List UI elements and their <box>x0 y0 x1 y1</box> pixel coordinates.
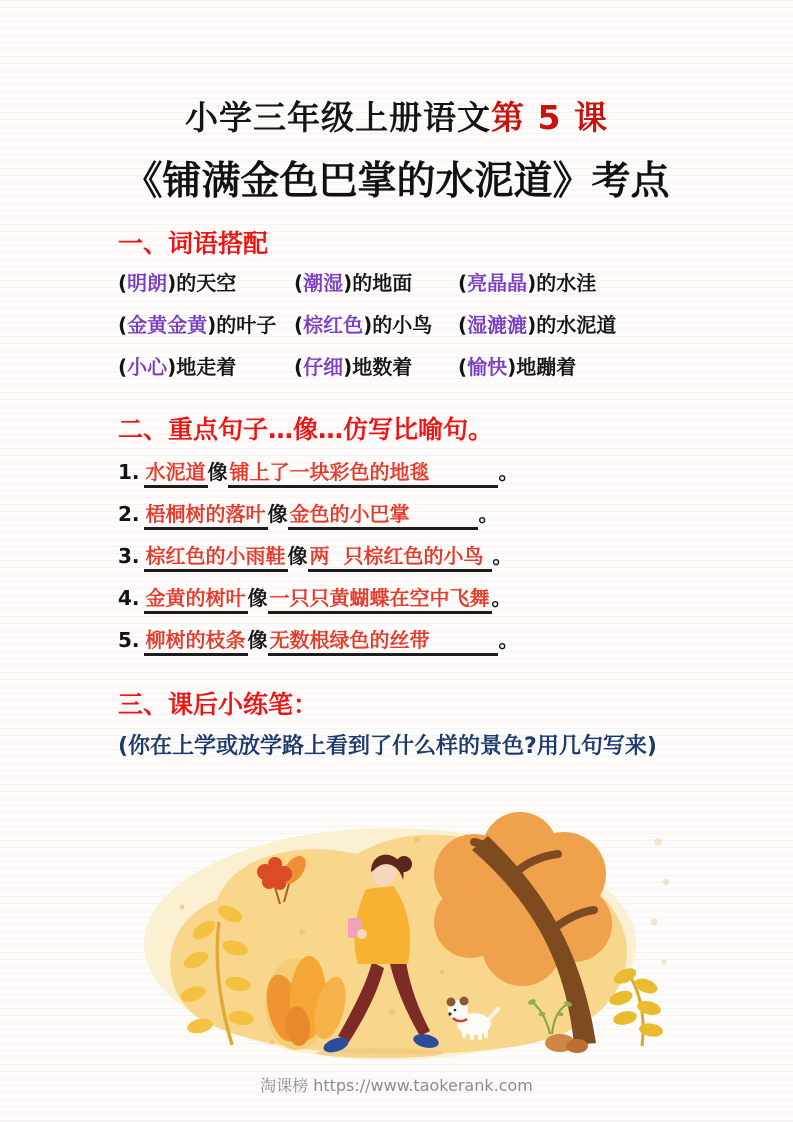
word-answer: 明朗 <box>127 271 168 295</box>
subject-blank: 金黄的树叶 <box>144 586 248 614</box>
period: 。 <box>492 544 513 568</box>
subject-blank: 棕红色的小雨鞋 <box>144 544 288 572</box>
verb-like: 像 <box>247 628 268 652</box>
title-red-part: 第 5 课 <box>491 98 608 137</box>
period: 。 <box>498 460 519 484</box>
section3-heading: 三、课后小练笔： <box>118 690 319 719</box>
sentence-number: 1. <box>118 460 140 484</box>
word-tail: 的地面 <box>352 271 413 295</box>
object-blank: 铺上了一块彩色的地毯 <box>228 460 499 488</box>
verb-like: 像 <box>287 544 308 568</box>
section1-heading: 一、词语搭配 <box>118 229 269 258</box>
section2-heading: 二、重点句子…像…仿写比喻句。 <box>118 415 494 444</box>
word-answer: 潮湿 <box>303 271 344 295</box>
word-answer: 愉快 <box>467 355 508 379</box>
verb-like: 像 <box>207 460 228 484</box>
object-blank: 一只只黄蝴蝶在空中飞舞 <box>268 586 492 614</box>
word-tail: 地数着 <box>352 355 413 379</box>
word-answer: 棕红色 <box>303 313 364 337</box>
footer-watermark: 淘课榜 https://www.taokerank.com <box>260 1076 533 1095</box>
word-item: (仔细)地数着 <box>294 355 413 379</box>
word-answer: 仔细 <box>303 355 344 379</box>
word-item: (亮晶晶)的水洼 <box>458 271 597 295</box>
word-answer: 亮晶晶 <box>467 271 528 295</box>
subject-blank: 柳树的枝条 <box>144 628 248 656</box>
subject-blank: 梧桐树的落叶 <box>144 502 268 530</box>
page-title <box>118 96 675 139</box>
page-subtitle: 《铺满金色巴掌的水泥道》考点 <box>123 159 670 204</box>
word-item: (小心)地走着 <box>118 355 237 379</box>
word-tail: 的小鸟 <box>372 313 433 337</box>
object-blank: 金色的小巴掌 <box>288 502 479 530</box>
subject-blank: 水泥道 <box>144 460 208 488</box>
practice-note: (你在上学或放学路上看到了什么样的景色?用几句写来) <box>118 734 657 759</box>
blank-pad <box>430 628 497 652</box>
right-yellow-plant <box>607 965 663 1046</box>
word-answer: 湿漉漉 <box>467 313 528 337</box>
floating-petals <box>650 838 669 965</box>
word-match-grid <box>118 269 675 382</box>
object-blank: 无数根绿色的丝带 <box>268 628 499 656</box>
sentence-number: 4. <box>118 586 140 610</box>
sentence-row <box>118 458 675 487</box>
word-item: (金黄金黄)的叶子 <box>118 313 277 337</box>
word-item: (棕红色)的小鸟 <box>294 313 433 337</box>
word-tail: 地走着 <box>176 355 237 379</box>
sentence-number: 3. <box>118 544 140 568</box>
word-item: (愉快)地蹦着 <box>458 355 577 379</box>
worksheet-content <box>0 96 793 1096</box>
word-item: (潮湿)的地面 <box>294 271 413 295</box>
period: 。 <box>498 628 519 652</box>
sentence-list <box>118 458 675 655</box>
blank-pad <box>410 502 477 526</box>
word-tail: 的天空 <box>176 271 237 295</box>
word-tail: 的水洼 <box>536 271 597 295</box>
sentence-row <box>118 542 675 571</box>
sentence-number: 5. <box>118 628 140 652</box>
word-tail: 的叶子 <box>216 313 277 337</box>
word-answer: 金黄金黄 <box>127 313 208 337</box>
sentence-number: 2. <box>118 502 140 526</box>
blank-pad <box>483 544 490 568</box>
verb-like: 像 <box>247 586 268 610</box>
word-tail: 地蹦着 <box>516 355 577 379</box>
title-black-part: 小学三年级上册语文 <box>185 98 492 137</box>
sentence-row <box>118 500 675 529</box>
word-answer: 小心 <box>127 355 168 379</box>
illustration-autumn-walk <box>122 812 672 1062</box>
word-item: (湿漉漉)的水泥道 <box>458 313 617 337</box>
blank-pad <box>430 460 497 484</box>
sentence-row <box>118 584 675 613</box>
period: 。 <box>491 586 512 610</box>
period: 。 <box>478 502 499 526</box>
verb-like: 像 <box>267 502 288 526</box>
object-blank: 两 只棕红色的小鸟 <box>308 544 493 572</box>
word-item: (明朗)的天空 <box>118 271 237 295</box>
sentence-row <box>118 626 675 655</box>
word-tail: 的水泥道 <box>536 313 617 337</box>
